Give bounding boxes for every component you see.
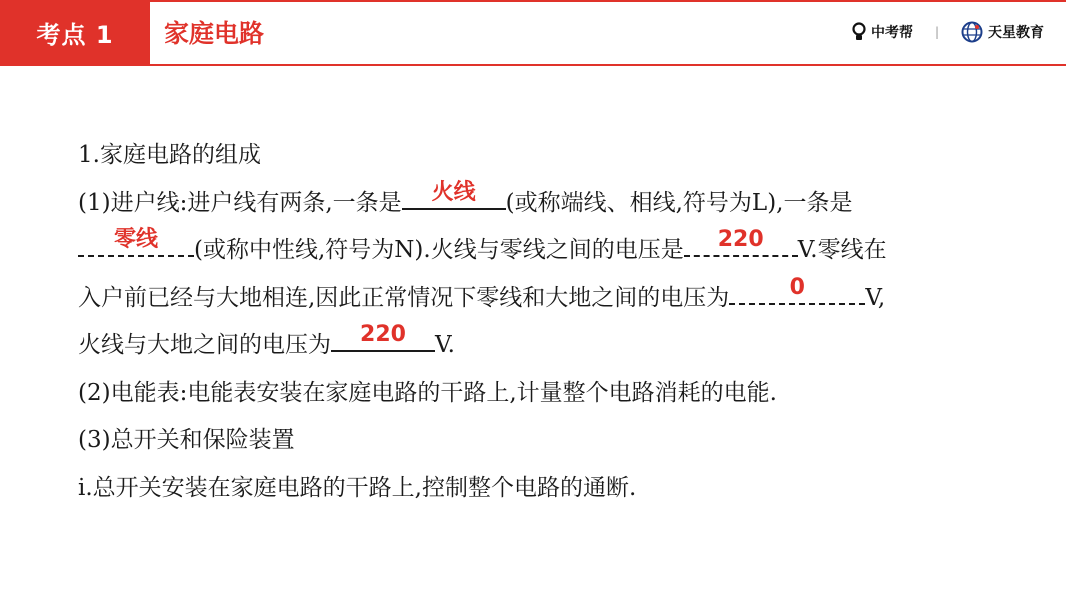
answer-blank [684,227,798,257]
text-line-3 [78,275,1018,323]
text-fragment: 火线与大地之间的电压为 [78,332,331,358]
answer-text: 零线 [113,227,158,252]
answer-text: 220 [360,322,406,347]
answer-blank [331,322,435,352]
section-heading: 1.家庭电路的组成 [78,142,261,168]
answer-blank [402,179,506,210]
answer-blank [78,227,194,257]
text-fragment: (或称端线、相线,符号为L),一条是 [505,189,853,216]
answer-text: 火线 [431,179,476,205]
text-fragment: V. [435,332,455,358]
tianxing-logo [961,21,1044,43]
text-fragment: V, [865,284,886,311]
section-tag: 考点 1 [0,0,150,64]
text-fragment: (1)进户线:进户线有两条,一条是 [78,189,402,216]
answer-text: 220 [717,227,764,252]
text-fragment: 入户前已经与大地相连,因此正常情况下零线和大地之间的电压为 [78,284,730,311]
text-line-5: (2)电能表:电能表安装在家庭电路的干路上,计量整个电路消耗的电能. [78,379,777,406]
text-line-6: (3)总开关和保险装置 [78,427,295,453]
answer-blank [729,274,865,305]
logo-separator: | [934,25,939,39]
answer-text: 0 [789,274,805,300]
text-line-2 [78,227,1018,275]
text-line-4 [78,322,1018,370]
logo-area [852,0,1044,64]
text-fragment: (或称中性线,符号为N).火线与零线之间的电压是 [194,237,684,263]
content-body [78,132,1018,512]
page-title: 家庭电路 [164,19,265,48]
text-line-1 [78,180,1018,228]
logo-right-text: 天星教育 [988,25,1044,41]
header-bar [0,0,1066,66]
text-line-7: ⅰ.总开关安装在家庭电路的干路上,控制整个电路的通断. [78,474,637,501]
globe-icon [961,21,983,43]
zhongkaobang-logo [852,22,913,42]
text-fragment: V.零线在 [797,237,887,263]
logo-left-text: 中考帮 [870,25,913,41]
bulb-icon [852,22,866,42]
